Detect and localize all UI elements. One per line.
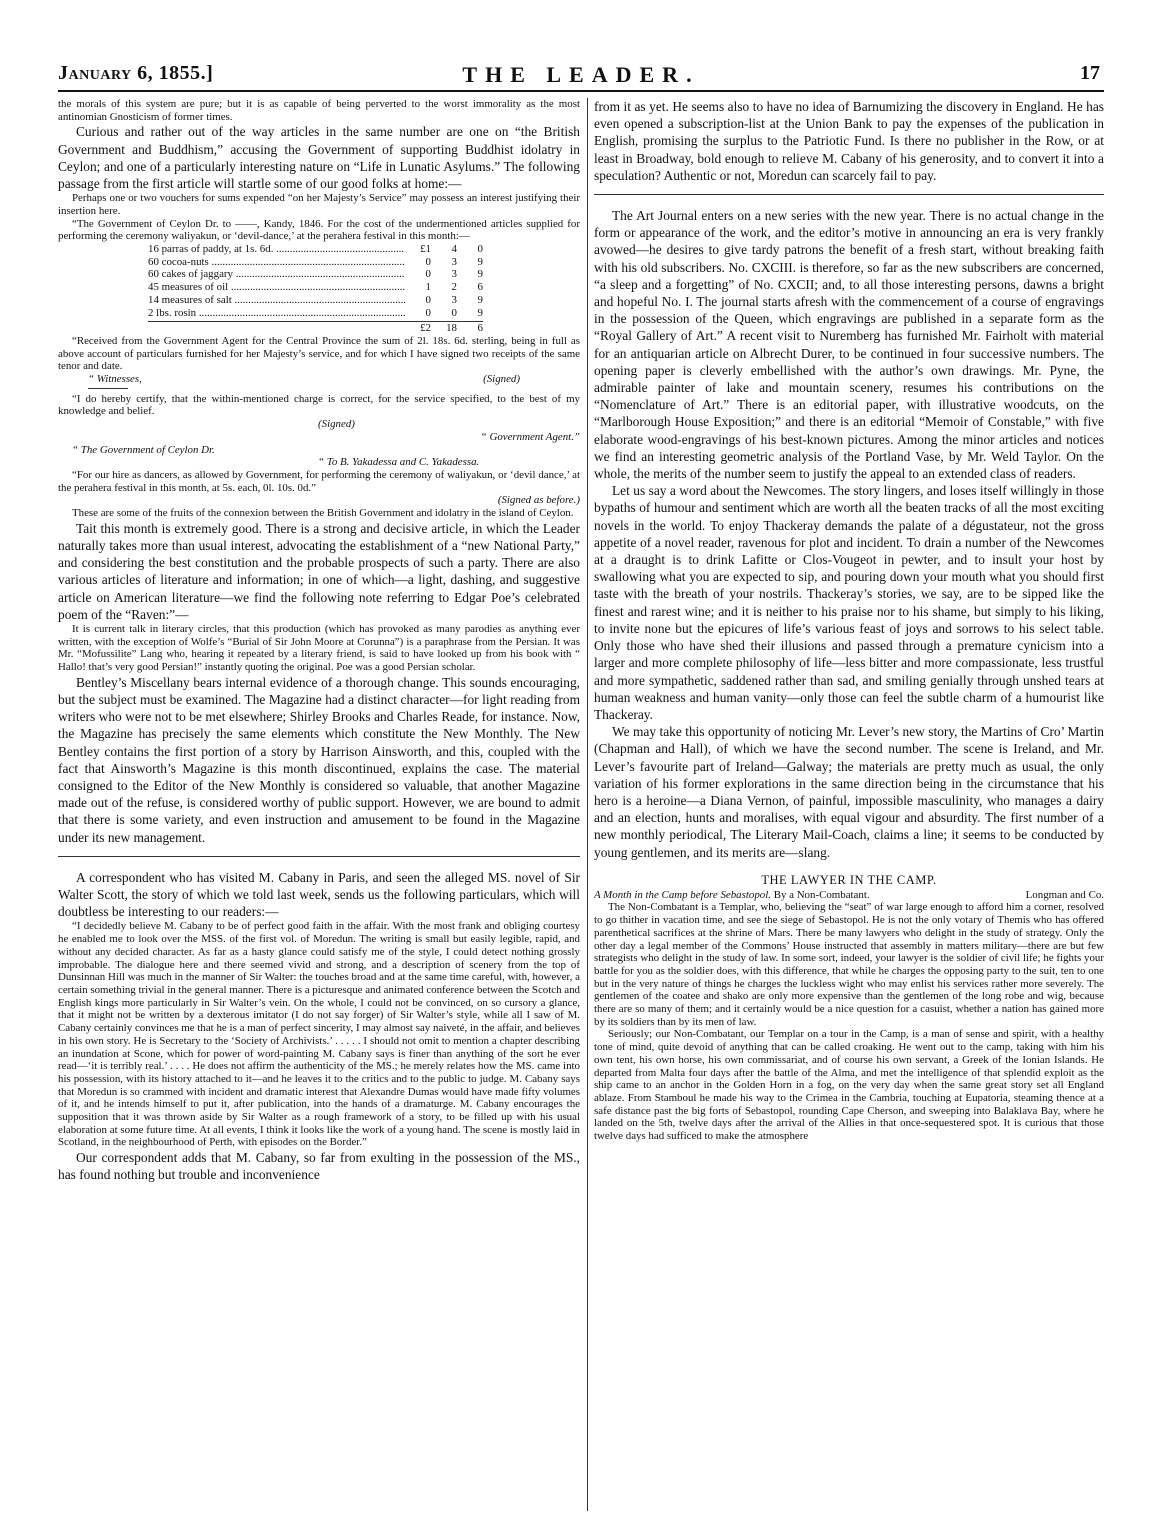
signature-rule: [88, 388, 128, 389]
ledger-pence: 0: [477, 243, 483, 256]
paragraph-correspondent: Our correspondent adds that M. Cabany, so far from exulting in the possession of the MS., has found nothing but trouble and inconvenience: [58, 1150, 580, 1183]
article-heading: THE LAWYER IN THE CAMP.: [761, 872, 937, 887]
paragraph-non-combatant: The Non-Combatant is a Templar, who, believing the “seat” of war large enough to afford him a corner, resolved to go thither in vacation time, and see the siege of Sebastopol. He is not the only votary of Themis who has offered parenthetical sacrifices at the shrine of Mars. There be many lawyers who delight in the study of strategy. Only the other day a legal member of the Commons’ House instructed that assembly in matters military—there are but few strategists who delight in the study of law. In some sort, indeed, your lawyer is the soldier of civil life; he fights your battle for you as the soldier does, with this difference, that while he charges the opposing party to the suit, ten to one but in the very nature of things he charges the luckless wight who may enlist his services rather more severely. The gentlemen of the coatee and shako are only more expensive than the gentlemen of the long robe and wig, because there are so many of them; and it certainly would be a nice question for a casuist, whether a nation has gained more by its soldiers than by its men of law.: [594, 901, 1104, 1028]
government-agent-label: “ Government Agent.”: [480, 430, 580, 443]
book-title: A Month in the Camp before Sebastopol.: [594, 888, 771, 901]
ledger-pence: 9: [477, 293, 483, 306]
ceylon-line: [58, 444, 580, 457]
witnesses-label: “ Witnesses,: [88, 373, 142, 386]
ledger-pounds: £1: [420, 243, 431, 256]
ledger-row: [148, 307, 483, 320]
ledger-pounds: 0: [425, 268, 431, 281]
government-ceylon-label: “ The Government of Ceylon Dr.: [72, 443, 215, 456]
paragraph-bentley: Bentley’s Miscellany bears internal evidence of a thorough change. This sounds encouraging, but the subject must be examined. The Magazine had a distinct character—for light reading from writers who were not to be met elsewhere; Shirley Brooks and Charles Reade, for instance. Now, the Magazine has precisely the same elements which constitute the New Monthly. The New Bentley contains the first portion of a story by Harrison Ainsworth, and this, coupled with the fact that Ainsworth’s Magazine is this month discontinued, explains the case. The material consigned to the Editor of the New Monthly is considered so valuable, that another Magazine made out of the refuse, is considered worthy of public support. However, we are bound to admit that there is some variety, and even instruction and amusement to be found in the Magazine under its new management.: [58, 674, 580, 845]
ledger-row: [148, 256, 483, 269]
ledger-pence: 9: [477, 268, 483, 281]
ledger-row: [148, 294, 483, 307]
right-column: [594, 98, 1104, 1511]
ledger-shillings: 3: [451, 268, 457, 281]
newspaper-title: THE LEADER.: [462, 62, 700, 87]
spacer: [594, 861, 1104, 869]
issue-date: January 6, 1855.]: [58, 62, 214, 84]
ledger-item: 45 measures of oil .....: [148, 281, 405, 294]
ledger-item: 14 measures of salt .....: [148, 294, 405, 307]
paragraph-seriously: Seriously; our Non-Combatant, our Templar on a tour in the Camp, is a man of sense and spirit, with a healthy tone of mind, quite devoid of anything that can be called croaking. He went out to the camp, taking with him his own tent, his own horse, his own commissariat, and of course his own servant, a Greek of the Ionian Islands. He departed from Malta four days after the battle of the Alma, and met the intelligence of that splendid exploit as the ship came to an anchor in the Golden Horn in a fog, on the very day when the same great story set all England ablaze. From Stamboul he made his way to the Crimea in the Cambria, touching at Eupatoria, steaming thence at a safe distance past the big forts of Sebastopol, rounding Cape Cherson, and sweeping into Balaklava Bay, where he landed on the 5th, twelve days after the arrival of the Allies in that once-sequestered spot. It is curious that those twelve days had sufficed to make the atmosphere: [594, 1028, 1104, 1143]
total-pence: 6: [477, 322, 483, 335]
paragraph-ceylon-account: “The Government of Ceylon Dr. to ——, Kandy, 1846. For the cost of the undermentioned articles supplied for performing the ceremony waliyakun, or ‘devil-dance,’ at the perahera festival in this month:—: [58, 217, 580, 243]
section-rule: [594, 194, 1104, 195]
ledger-pence: 9: [477, 255, 483, 268]
ledger-pence: 9: [477, 306, 483, 319]
signed-before-label: (Signed as before.): [497, 494, 580, 507]
masthead: [58, 62, 1104, 92]
ledger-item: 2 lbs. rosin .....: [148, 307, 405, 320]
ledger-shillings: 3: [451, 293, 457, 306]
paragraph-moredun-letter: “I decidedly believe M. Cabany to be of perfect good faith in the affair. With the most frank and obliging courtesy he enabled me to look over the MSS. of the first vol. of Moredun. The writing is small but easily legible, rapid, and without any decided character. As far as a hasty glance could satisfy me of the style, I could detect nothing grossly improbable. The dialogue here and there seemed vivid and strong, and a description of scenery from the top of Dunsinnan Hill was much in the manner of Sir Walter: the touches broad and at the same time careful, with, however, a certain something trivial in the general manner. There is a picturesque and animated conference between the Scotch and English kings more particularly in Sir Walter’s vein. On the whole, I could not be convinced, on so cursory a glance, that it might not be written by a dexterous imitator (I do not say forger) of Sir Walter’s style, while all I saw of M. Cabany certainly convinces me that he is a man of perfect sincerity, I may almost say naiveté, in the affair, and believes in his own story. He is Secretary to the ‘Society of Archivists.’ . . . . . I should not omit to mention a chapter describing an inundation at Scone, which for power of word-painting M. Cabany says is finer than anything of the sort he ever read—‘it is terribly real.’ . . . . He does not affirm the authenticity of the MS.; he merely relates how the MS. came into his possession, with its history attached to it—and he leaves it to the critics and to the public to judge. M. Cabany says that Moredun is so crammed with incident and dramatic interest that Alexandre Dumas would have made fifty volumes of it, and he intends himself to put it, after publication, into the hands of a dramaturge. M. Cabany encourages the supposition that it was thrown aside by Sir Walter as a rough framework of a story, to be filled up with his usual elaboration at some future time. At all events, I think it looks like the work of a young hand. The scene is mostly laid in Scotland, in the neighbourhood of Perth, with episodes on the Border.”: [58, 920, 580, 1149]
ledger-pounds: 0: [425, 293, 431, 306]
ledger-row: [148, 268, 483, 281]
paragraph-fruits: These are some of the fruits of the connexion between the British Government and idolatry in the island of Ceylon.: [72, 507, 574, 520]
to-line: [58, 456, 580, 469]
paragraph-lever: We may take this opportunity of noticing Mr. Lever’s new story, the Martins of Cro’ Martin (Chapman and Hall), of which we have the second number. The scene is Ireland, and Mr. Lever’s favourite part of Ireland—Galway; the materials are pretty much as usual, the only variation of his former explorations in the same direction being in the circumstance that his hero is a heroine—a Diana Vernon, of painful, impossible masculinity, who manages a dairy and an election, hunts and moralises, with equal vigour and absurdity. The first number of a new monthly periodical, The Literary Mail-Coach, claims a line; it seems to be conducted by young gentlemen, and its merits are—slang.: [594, 724, 1104, 860]
paragraph-buddhism: Curious and rather out of the way articles in the same number are one on “the British Government and Buddhism,” accusing the Government of supporting Buddhist idolatry in Ceylon; and one of a particularly interesting nature on “Life in Lunatic Asylums.” The following passage from the first article will startle some of our good folks at home:—: [58, 124, 580, 192]
ledger-pence: 6: [477, 281, 483, 294]
ledger-item: 16 parras of paddy, at 1s. 6d. .....: [148, 243, 405, 256]
ledger-item: 60 cocoa-nuts .....: [148, 256, 405, 269]
agent-line: [58, 431, 580, 444]
paragraph-barnumizing: from it as yet. He seems also to have no idea of Barnumizing the discovery in England. He has even opened a subscription-list at the Union Bank to pay the expenses of the publication in English, promising the surplus to the Patriotic Fund. Is there no publisher in the Row, or at least in Broadway, bold enough to relieve M. Cabany of his generosity, and to convert it into a speculation? Authentic or not, Moredun can scarcely fail to pay.: [594, 99, 1104, 183]
ledger-shillings: 3: [451, 255, 457, 268]
section-rule: [58, 856, 580, 857]
to-yakadessa: “ To B. Yakadessa and C. Yakadessa.: [318, 456, 480, 469]
signed-label: (Signed): [483, 373, 520, 386]
paragraph-newcomes: Let us say a word about the Newcomes. The story lingers, and loses itself willingly in those bypaths of humour and sentiment which are worth all the beaten tracks of all the most exciting novels in the world. To enjoy Thackeray demands the palate of a dégustateur, not the gross appetite of a novel reader, ravenous for plot and incident. To drain a number of the Newcomes at a draught is to drink Lafitte or Clos-Vougeot in pewter, and to insult your host by swallowing what you are expected to sip, and pouring down your mouth what you should first taste with the breath of your nostrils. Thackeray’s stories, we say, are to be sipped like the finest and rarest wine; and it is neither to his praise nor to his shame, but simply to his liking, to invite none but the epicures of life’s various feast of joys and sorrows to his select table. Only those who have shed their illusions and passed through a premature cynicism into a larger and more complete philosophy of life—less bitter and more compassionate, less trustful and more sympathetic, saddened rather than sad, and smiling genially through unshed tears at human weakness and human vanity—only those can feel the subtle charm of a humourist like Thackeray.: [594, 483, 1104, 722]
total-shillings: 18: [446, 322, 457, 335]
total-pounds: £2: [420, 322, 431, 335]
ledger-row: [148, 243, 483, 256]
account-ledger: [148, 243, 580, 335]
paragraph-poe-note: It is current talk in literary circles, that this production (which has provoked as many parodies as anything ever written, with the exception of Wolfe’s “Burial of Sir John Moore at Corunna”) is a paraphrase from the Persian. It was Mr. “Mofussilite” Lang who, hearing it repeated by a literary friend, is said to have looked up from his book with “ Hallo! that’s very good Persian!” instantly quoting the original. Poe was a good Persian scholar.: [58, 623, 580, 674]
ledger-item: 60 cakes of jaggary .....: [148, 268, 405, 281]
paragraph-certify: “I do hereby certify, that the within-mentioned charge is correct, for the service specified, to the best of my knowledge and belief.: [58, 392, 580, 418]
column-divider: [587, 98, 588, 1511]
signed-before-line: [58, 494, 580, 507]
paragraph-receipt: “Received from the Government Agent for the Central Province the sum of 2l. 18s. 6d. sterling, being in full as above account of particulars furnished for her Majesty’s service, and for which I have signed two receipts of the same tenor and date.: [58, 334, 580, 373]
ledger-shillings: 4: [451, 243, 457, 256]
ledger-pounds: 0: [425, 306, 431, 319]
signed-label: (Signed): [318, 418, 355, 431]
ledger-shillings: 2: [451, 281, 457, 294]
ledger-shillings: 0: [451, 306, 457, 319]
article-byline: [594, 889, 1104, 902]
paragraph-vouchers: Perhaps one or two vouchers for sums expended “on her Majesty’s Service” may possess an interest justifying their insertion here.: [58, 192, 580, 217]
book-author: By a Non-Combatant.: [773, 888, 870, 901]
witness-line: [58, 373, 580, 386]
ledger-pounds: 1: [425, 281, 431, 294]
ledger-row: [148, 281, 483, 294]
page-number: 17: [1080, 62, 1100, 84]
left-column: [58, 98, 580, 1511]
paragraph-tait: Tait this month is extremely good. There is a strong and decisive article, in which the Leader naturally takes more than usual interest, advocating the establishment of a “new National Party,” and considering the best constitution and the probable prospects of such a party. There are also various articles of literature and information; in one of which—a light, dashing, and suggestive article on American literature—we find the following note referring to Edgar Poe’s celebrated poem of the “Raven:”—: [58, 520, 580, 622]
paragraph-cabany: A correspondent who has visited M. Cabany in Paris, and seen the alleged MS. novel of Sir Walter Scott, the story of which we told last week, sends us the following particulars, which will doubtless be interesting to our readers:—: [58, 869, 580, 920]
paragraph-morals: the morals of this system are pure; but it is as capable of being perverted to the worst immorality as the most antinomian Gnosticism of former times.: [58, 98, 580, 123]
book-publisher: Longman and Co.: [1025, 888, 1104, 901]
paragraph-dancers: “For our hire as dancers, as allowed by Government, for performing the ceremony of waliyakun, or ‘devil dance,’ at the perahera festival in this month, at 5s. each, 0l. 10s. 0d.”: [58, 468, 580, 494]
ledger-pounds: 0: [425, 255, 431, 268]
paragraph-art-journal: The Art Journal enters on a new series with the new year. There is no actual change in the form or appearance of the work, and the editor’s motive in announcing an era is very frankly avowed—he desires to give tardy patrons the benefit of a fresh start, without breaking faith with his old subscribers. No. CXCIII. is therefore, so far as the new subscribers are concerned, “a sleep and a forgetting” of No. CXCII; and, to all those interesting persons, dawns a bright and hopeful No. I. The journal starts afresh with the commencement of a course of engravings in the possession of the Queen, which engravings are published in a separate form as the “Royal Gallery of Art.” A recent visit to Nuremberg has furnished Mr. Fairholt with material for an antiquarian article on Albrecht Durer, to be continued in four successive numbers. The opening paper is cleverly embellished with the author’s own drawings. Mr. Pyne, the admirable painter of lake and mountain scenery, resumes his contributions on the “Nomenclature of Art.” There is an editorial paper, with illustrative woodcuts, on the “Marlborough House Exposition;” and there is an editorial “Memoir of Constable,” with five elaborate wood-engravings of his best-known pictures. Among the minor articles and notices we find an interesting geometric analysis of the Portland Vase, by Mr. Weld Taylor. On the whole, the merits of the number seem to justify the appeal to an extended class of readers.: [594, 208, 1104, 482]
signed-line: [58, 418, 580, 431]
ledger-total: [148, 321, 483, 335]
